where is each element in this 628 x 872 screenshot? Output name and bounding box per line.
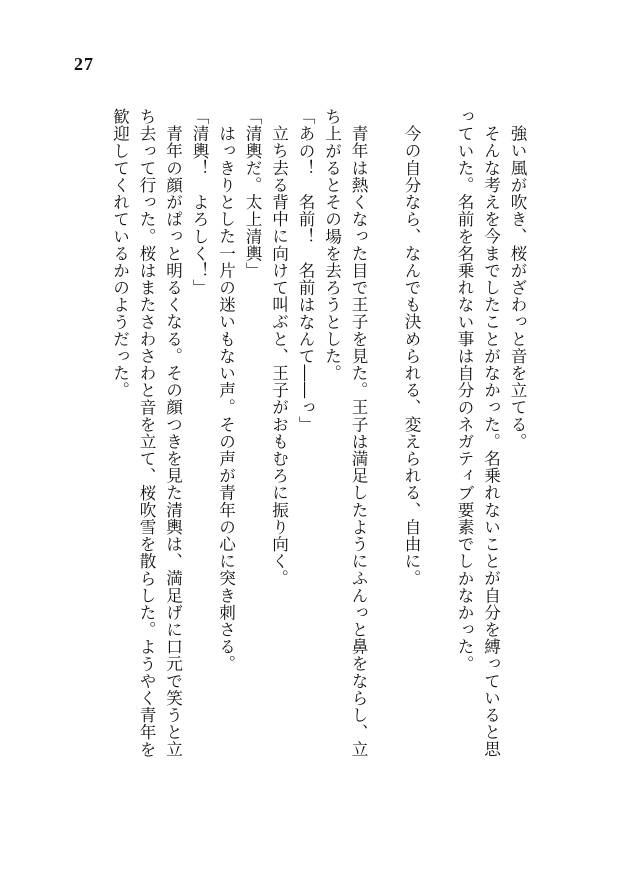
blank-line [371,108,398,788]
body-text [106,108,530,788]
text-line: ち上がるとその場を去ろうとした。 [322,108,342,382]
text-line: 立ち去る背中に向けて叫ぶと、王子がおもむろに振り向く。 [269,124,289,587]
text-line: そんな考えを今までしたことがなかった。名乗れないことが自分を縛っていると思 [481,124,501,758]
text-line: っていた。名前を名乗れない事は自分のネガティブ要素でしかなかった。 [455,108,474,673]
text-line: 強い風が吹き、桜がざわっと音を立てる。 [508,124,527,450]
text-line: 今の自分なら、なんでも決められる、変えられる、自由に。 [402,124,421,587]
text-line: 青年の顔がぱっと明るくなる。その顔つきを見た清輿は、満足げに口元で笑うと立 [163,124,183,758]
text-line: 青年は熱くなった目で王子を見た。王子は満足したようにふんっと鼻をならし、立 [349,124,368,758]
text-line: 「清輿！ よろしく！」 [190,108,209,297]
page-number: 27 [74,54,94,74]
text-line: 「清輿だ。太上清輿」 [243,108,262,279]
text-line: 「あの！ 名前！ 名前はなんて――っ」 [296,108,315,433]
text-line: ち去って行った。桜はまたさわさわと音を立て、桜吹雪を散らした。ようやく青年を [137,108,156,758]
blank-line [424,108,451,788]
text-line: はっきりとした一片の迷いもない声。その声が青年の心に突き刺さる。 [216,124,236,672]
text-line: 歓迎してくれているかのようだった。 [110,108,130,399]
